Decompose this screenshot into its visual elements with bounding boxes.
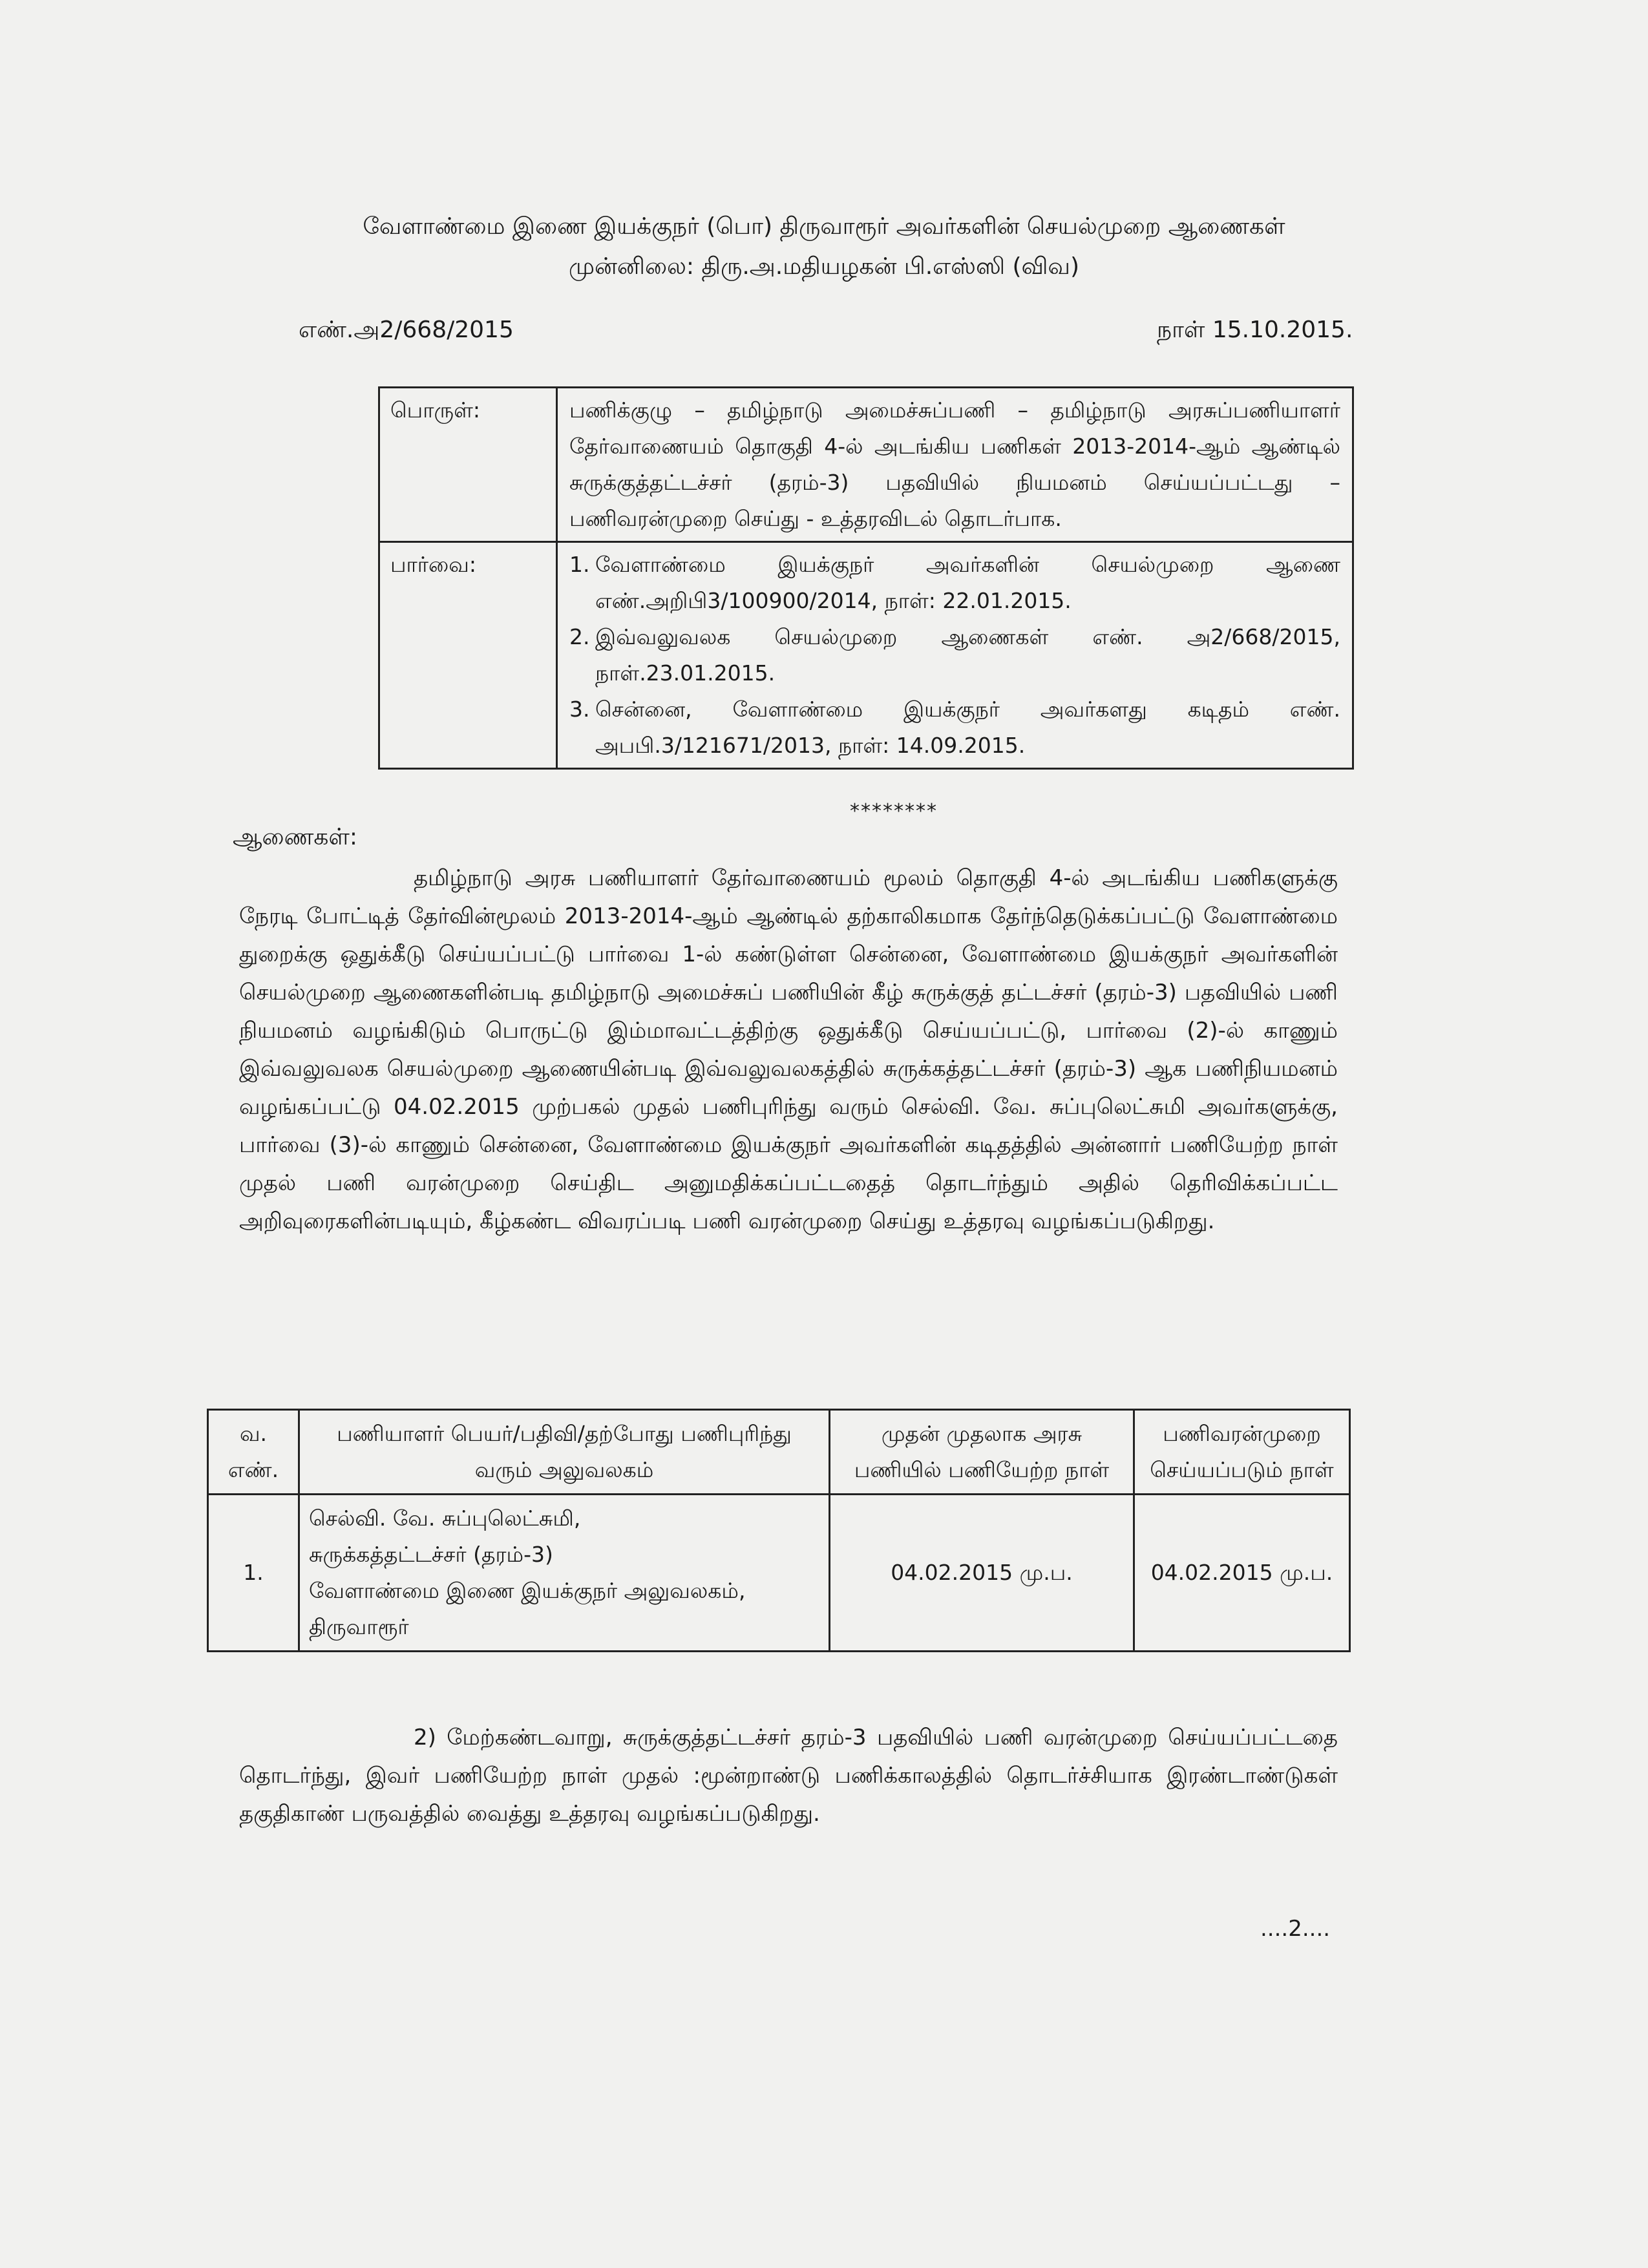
order-date: நாள் 15.10.2015. [1157, 317, 1353, 343]
employee-office: வேளாண்மை இணை இயக்குநர் அலுவலகம், [309, 1578, 746, 1603]
table-row [208, 1495, 1350, 1652]
employee-designation: சுருக்கத்தட்டச்சர் (தரம்-3) [309, 1542, 553, 1567]
page-continuation: ....2.... [1260, 1916, 1331, 1942]
order-paragraph-2: 2) மேற்கண்டவாறு, சுருக்குத்தட்டச்சர் தரம்-3 பதவியில் பணி வரன்முறை செய்யப்பட்டதை தொடர்ந்து, இவர் பணியேற்ற நாள் முதல் :மூன்றாண்டு பணிக்காலத்தில் தொடர்ச்சியாக இரண்டாண்டுகள் தகுதிகாண் பருவத்தில் வைத்து உத்தரவு வழங்கப்படுகிறது. [239, 1725, 1338, 1827]
header-sno: வ. எண். [208, 1410, 299, 1495]
orders-label: ஆணைகள்: [233, 824, 358, 850]
subject-text: பணிக்குழு – தமிழ்நாடு அமைச்சுப்பணி – தமிழ்நாடு அரசுப்பணியாளர் தேர்வாணையம் தொகுதி 4-ல் அடங்கிய பணிகள் 2013-2014-ஆம் ஆண்டில் சுருக்குத்தட்டச்சர் (தரம்-3) பதவியில் நியமனம் செய்யப்பட்டது – பணிவரன்முறை செய்து - உத்தரவிடல் தொடர்பாக. [557, 388, 1353, 542]
reference-list [557, 542, 1353, 769]
header-employee: பணியாளர் பெயர்/பதிவி/தற்போது பணிபுரிந்து வரும் அலுவலகம் [299, 1410, 830, 1495]
subject-label: பொருள்: [379, 388, 557, 542]
cell-joining-date: 04.02.2015 மு.ப. [830, 1495, 1134, 1652]
separator: ******** [850, 800, 938, 823]
header-regularisation-date: பணிவரன்முறை செய்யப்படும் நாள் [1134, 1410, 1350, 1495]
cell-regularisation-date: 04.02.2015 மு.ப. [1134, 1495, 1350, 1652]
cell-employee [299, 1495, 830, 1652]
reference-number: எண்.அ2/668/2015 [299, 317, 514, 343]
presence-line: முன்னிலை: திரு.அ.மதியழகன் பி.எஸ்ஸி (விவ) [569, 253, 1079, 280]
order-paragraph-1: தமிழ்நாடு அரசு பணியாளர் தேர்வாணையம் மூலம் தொகுதி 4-ல் அடங்கிய பணிகளுக்கு நேரடி போட்டித் தேர்வின்மூலம் 2013-2014-ஆம் ஆண்டில் தற்காலிகமாக தேர்ந்தெடுக்கப்பட்டு வேளாண்மை துறைக்கு ஒதுக்கீடு செய்யப்பட்டு பார்வை 1-ல் கண்டுள்ள சென்னை, வேளாண்மை இயக்குநர் அவர்களின் செயல்முறை ஆணைகளின்படி தமிழ்நாடு அமைச்சுப் பணியின் கீழ் சுருக்குத் தட்டச்சர் (தரம்-3) பதவியில் பணி நியமனம் வழங்கிடும் பொருட்டு இம்மாவட்டத்திற்கு ஒதுக்கீடு செய்யப்பட்டு, பார்வை (2)-ல் காணும் இவ்வலுவலக செயல்முறை ஆணையின்படி இவ்வலுவலகத்தில் சுருக்கத்தட்டச்சர் (தரம்-3) ஆக பணிநியமனம் வழங்கப்பட்டு 04.02.2015 முற்பகல் முதல் பணிபுரிந்து வரும் செல்வி. வே. சுப்புலெட்சுமி அவர்களுக்கு, பார்வை (3)-ல் காணும் சென்னை, வேளாண்மை இயக்குநர் அவர்களின் கடிதத்தில் அன்னார் பணியேற்ற நாள் முதல் பணி வரன்முறை செய்திட அனுமதிக்கப்பட்டதைத் தொடர்ந்தும் அதில் தெரிவிக்கப்பட்ட அறிவுரைகளின்படியும், கீழ்கண்ட விவரப்படி பணி வரன்முறை செய்து உத்தரவு வழங்கப்படுகிறது. [239, 865, 1338, 1234]
cell-sno: 1. [208, 1495, 299, 1652]
reference-item: 2. இவ்வலுவலக செயல்முறை ஆணைகள் எண். அ2/668/2015, நாள்.23.01.2015. [569, 624, 1340, 686]
office-title: வேளாண்மை இணை இயக்குநர் (பொ) திருவாரூர் அவர்களின் செயல்முறை ஆணைகள் [363, 213, 1285, 240]
employee-name: செல்வி. வே. சுப்புலெட்சுமி, [309, 1506, 581, 1531]
header-joining-date: முதன் முதலாக அரசு பணியில் பணியேற்ற நாள் [830, 1410, 1134, 1495]
employee-place: திருவாரூர் [309, 1614, 409, 1639]
subject-box [378, 386, 1354, 770]
reference-item: 1. வேளாண்மை இயக்குநர் அவர்களின் செயல்முறை ஆணை எண்.அறிபி3/100900/2014, நாள்: 22.01.2015. [569, 552, 1340, 613]
table-header-row [208, 1410, 1350, 1495]
reference-item: 3. சென்னை, வேளாண்மை இயக்குநர் அவர்களது கடிதம் எண். அபபி.3/121671/2013, நாள்: 14.09.2015. [569, 697, 1340, 758]
regularisation-table [207, 1409, 1351, 1652]
reference-label: பார்வை: [379, 542, 557, 769]
